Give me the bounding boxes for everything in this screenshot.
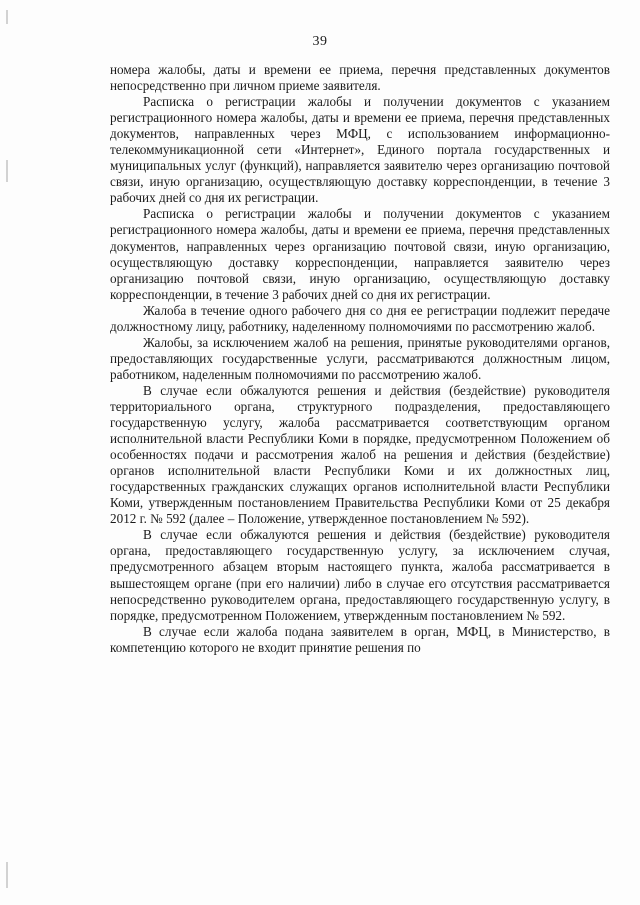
body-text <box>110 62 610 656</box>
scan-margin-mark <box>6 10 8 24</box>
paragraph: В случае если обжалуются решения и действия (бездействие) руководителя органа, предоставляющего государственную услугу, за исключением случая, предусмотренного абзацем вторым настоящего пункта, жалоба рассматривается в вышестоящем органе (при его наличии) либо в случае его отсутствия рассматривается непосредственно руководителем органа, предоставляющего государственную услугу, в порядке, предусмотренном Положением, утвержденным постановлением № 592. <box>110 527 610 623</box>
paragraph: В случае если жалоба подана заявителем в орган, МФЦ, в Министерство, в компетенцию которого не входит принятие решения по <box>110 623 610 655</box>
scan-margin-mark <box>6 160 8 182</box>
paragraph: Жалоба в течение одного рабочего дня со дня ее регистрации подлежит передаче должностному лицу, работнику, наделенному полномочиями по рассмотрению жалоб. <box>110 302 610 334</box>
paragraph: Жалобы, за исключением жалоб на решения, принятые руководителями органов, предоставляющих государственные услуги, рассматриваются должностным лицом, работником, наделенным полномочиями по рассмотрению жалоб. <box>110 334 610 382</box>
paragraph: номера жалобы, даты и времени ее приема, перечня представленных документов непосредственно при личном приеме заявителя. <box>110 62 610 94</box>
paragraph: Расписка о регистрации жалобы и получении документов с указанием регистрационного номера жалобы, даты и времени ее приема, перечня представленных документов, направленных через МФЦ, с использованием информационно-телекоммуникационной сети «Интернет», Единого портала государственных и муниципальных услуг (функций), направляется заявителю через организацию почтовой связи, иную организацию, осуществляющую доставку корреспонденции, в течение 3 рабочих дней со дня их регистрации. <box>110 94 610 206</box>
page-number: 39 <box>312 34 328 49</box>
paragraph: Расписка о регистрации жалобы и получении документов с указанием регистрационного номера жалобы, даты и времени ее приема, перечня представленных документов, направленных через организацию почтовой связи, иную организацию, осуществляющую доставку корреспонденции, направляется заявителю через организацию почтовой связи, иную организацию, осуществляющую доставку корреспонденции, в течение 3 рабочих дней со дня их регистрации. <box>110 206 610 302</box>
scan-margin-mark <box>6 862 8 888</box>
paragraph: В случае если обжалуются решения и действия (бездействие) руководителя территориального органа, структурного подразделения, предоставляющего государственную услугу, жалоба рассматривается соответствующим органом исполнительной власти Республики Коми в порядке, предусмотренном Положением об особенностях подачи и рассмотрения жалоб на решения и действия (бездействие) органов исполнительной власти Республики Коми и их должностных лиц, государственных гражданских служащих органов исполнительной власти Республики Коми, утвержденным постановлением Правительства Республики Коми от 25 декабря 2012 г. № 592 (далее – Положение, утвержденное постановлением № 592). <box>110 382 610 527</box>
